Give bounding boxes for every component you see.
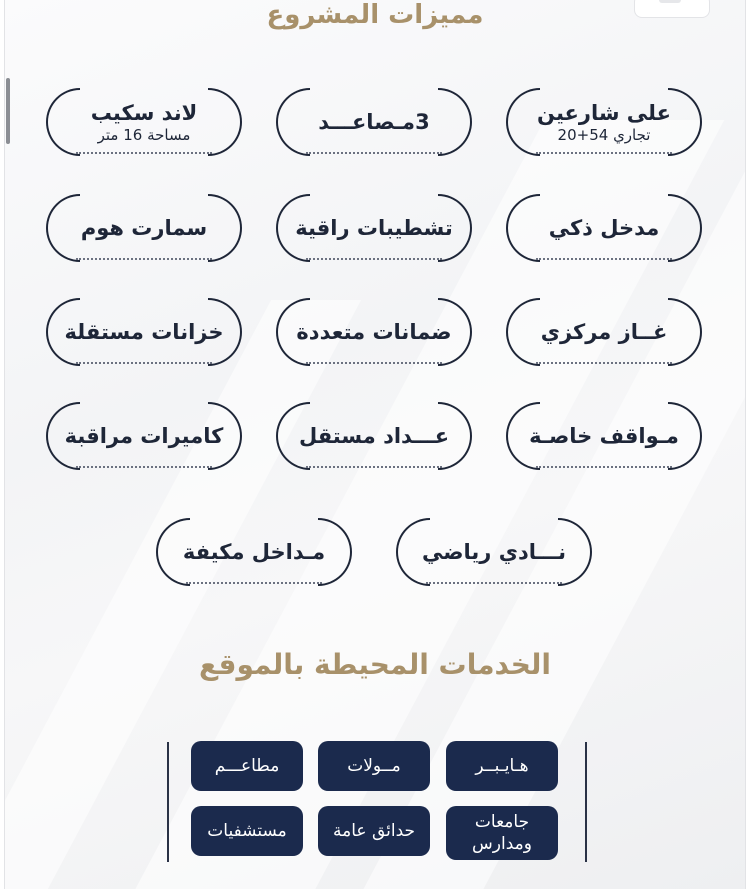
service-public-parks: [318, 806, 430, 856]
service-restaurants: [191, 741, 303, 791]
service-universities-schools: [446, 806, 558, 860]
feature-warranties: [276, 298, 472, 366]
feature-elevators: [276, 88, 472, 156]
feature-label: غــاز مركزي: [540, 320, 668, 344]
feature-sublabel: مساحة 16 متر: [97, 126, 191, 144]
feature-sublabel: تجاري 54+20: [557, 126, 651, 144]
feature-ac-entrances: [156, 518, 352, 586]
dotted-underline: [76, 152, 212, 154]
dotted-underline: [76, 362, 212, 364]
feature-label: مـداخل مكيفة: [182, 540, 326, 564]
feature-label: نـــادي رياضي: [421, 540, 567, 564]
feature-smart-entrance: [506, 194, 702, 262]
feature-water-tanks: [46, 298, 242, 366]
feature-two-streets: [506, 88, 702, 156]
dotted-underline: [306, 466, 442, 468]
feature-separate-meter: [276, 402, 472, 470]
dotted-underline: [426, 582, 562, 584]
feature-label: مدخل ذكي: [548, 216, 660, 240]
feature-finishing: [276, 194, 472, 262]
feature-label: 3مـصاعـــد: [318, 110, 430, 134]
feature-cameras: [46, 402, 242, 470]
feature-label: خزانات مستقلة: [64, 320, 224, 344]
feature-label: على شارعين: [537, 101, 671, 125]
dotted-underline: [536, 152, 672, 154]
scrollbar-thumb[interactable]: [6, 78, 10, 144]
feature-label: سمارت هوم: [80, 216, 208, 240]
feature-gym: [396, 518, 592, 586]
service-malls: [318, 741, 430, 791]
dotted-underline: [536, 362, 672, 364]
dotted-underline: [186, 582, 322, 584]
service-label: مستشفيات: [207, 821, 287, 841]
dotted-underline: [76, 466, 212, 468]
panel-divider-left: [167, 742, 169, 862]
dotted-underline: [536, 466, 672, 468]
feature-label: لاند سكيب: [90, 101, 198, 125]
feature-label: ضمانات متعددة: [296, 320, 452, 344]
dotted-underline: [536, 258, 672, 260]
feature-landscape: [46, 88, 242, 156]
service-label: جامعات ومدارس: [472, 812, 532, 854]
dotted-underline: [306, 152, 442, 154]
service-label: مــولات: [347, 756, 401, 776]
feature-private-parking: [506, 402, 702, 470]
feature-label: تشطيبات راقية: [295, 216, 453, 240]
service-label: مطاعـــم: [214, 756, 280, 776]
feature-central-gas: [506, 298, 702, 366]
feature-label: مـواقف خاصـة: [529, 424, 679, 448]
features-title: مميزات المشروع: [266, 0, 484, 30]
feature-smart-home: [46, 194, 242, 262]
service-hypermarket: [446, 741, 558, 791]
services-title: الخدمات المحيطة بالموقع: [198, 648, 552, 681]
panel-divider-right: [585, 742, 587, 862]
dotted-underline: [306, 258, 442, 260]
dotted-underline: [306, 362, 442, 364]
service-label: حدائق عامة: [333, 821, 416, 841]
service-hospitals: [191, 806, 303, 856]
feature-label: عـــداد مستقل: [298, 424, 450, 448]
service-label: هـايـبــر: [475, 756, 529, 776]
feature-label: كاميرات مراقبة: [64, 424, 224, 448]
dotted-underline: [76, 258, 212, 260]
